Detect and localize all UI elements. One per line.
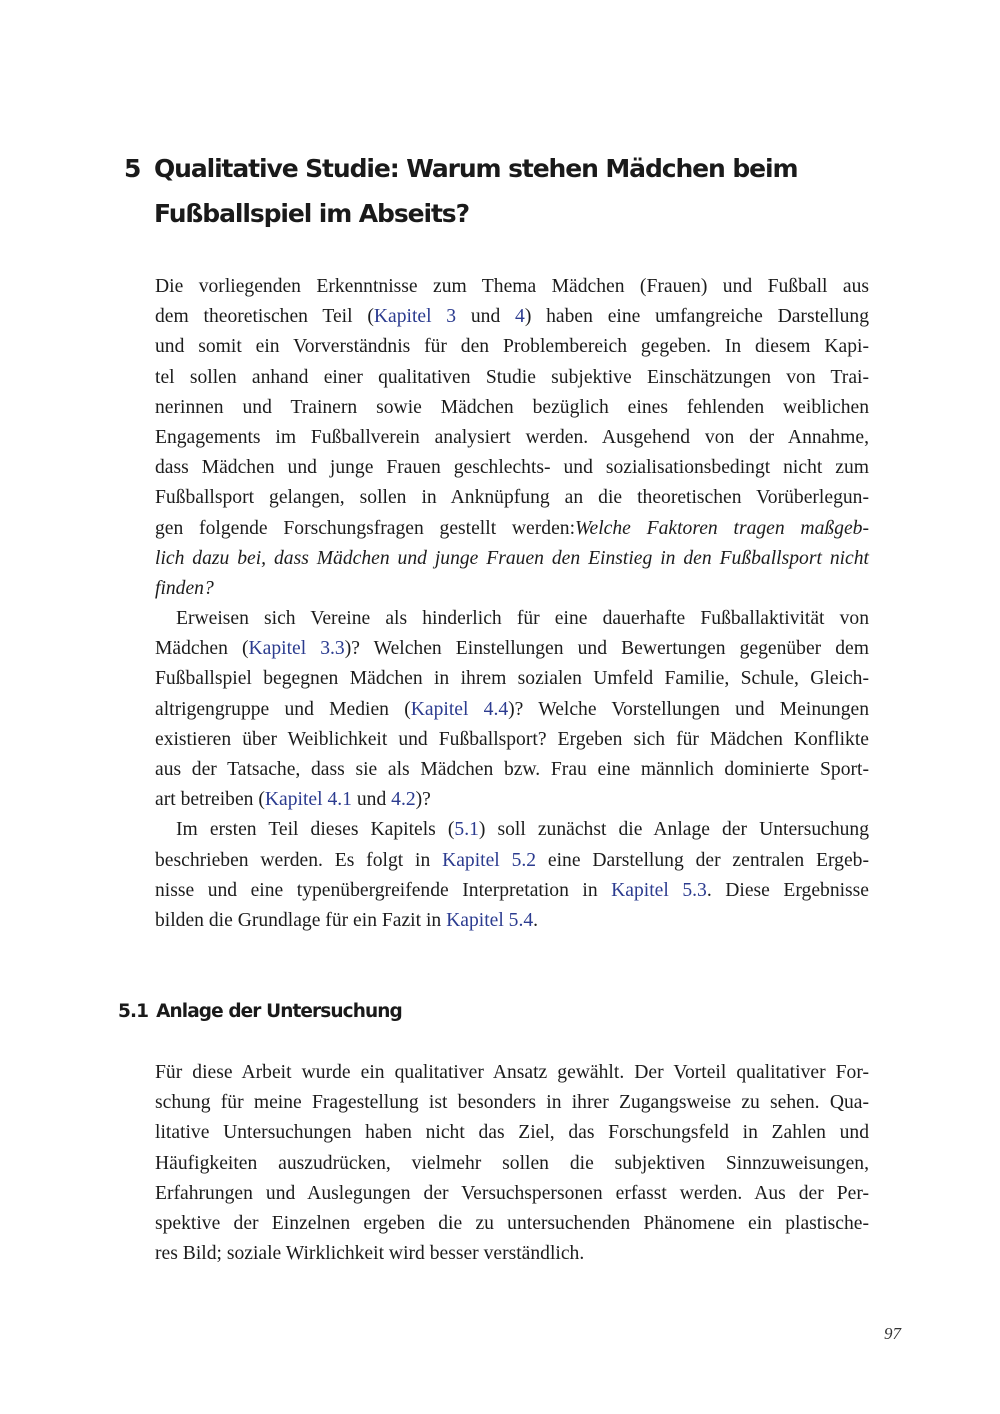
text-span: ) soll zunächst die Anlage der Untersuchung — [478, 819, 870, 841]
text-span: art betreiben ( — [155, 789, 265, 811]
text-span: bilden die Grundlage für ein Fazit in — [155, 909, 447, 931]
text-span: beschrieben werden. Es folgt in — [155, 849, 443, 871]
link-kapitel-4-1[interactable]: Kapitel 4.1 — [264, 789, 352, 811]
link-section-5-1[interactable]: 5.1 — [454, 819, 479, 841]
text-span: und — [351, 789, 392, 811]
text-line: schung für meine Fragestellung ist besonders in ihrer Zugangsweise zu sehen. Qua- — [155, 1092, 869, 1114]
text-line — [155, 514, 869, 544]
link-kapitel-4-4[interactable]: Kapitel 4.4 — [410, 698, 509, 720]
research-question-text: Welche Faktoren tragen maßgeb- — [575, 517, 869, 539]
section-title: Anlage der Untersuchung — [156, 1001, 402, 1022]
text-line — [155, 634, 869, 664]
text-line: Für diese Arbeit wurde ein qualitativer Ansatz gewählt. Der Vorteil qualitativer For- — [155, 1062, 869, 1083]
text-line: Engagements im Fußballverein analysiert werden. Ausgehend von der Annahme, — [155, 426, 869, 448]
text-line: Erfahrungen und Auslegungen der Versuchspersonen erfasst werden. Aus der Per- — [155, 1182, 869, 1204]
text-line — [155, 815, 869, 845]
text-line — [155, 785, 869, 815]
text-line: Fußballsport gelangen, sollen in Anknüpfung an die theoretischen Vorüberlegun- — [155, 487, 869, 509]
text-span: . — [533, 909, 539, 931]
text-span: )? — [415, 789, 431, 811]
text-line: Fußballspiel begegnen Mädchen in ihrem sozialen Umfeld Familie, Schule, Gleich- — [155, 668, 869, 690]
text-line: Erweisen sich Vereine als hinderlich für eine dauerhafte Fußballaktivität von — [176, 608, 869, 630]
text-span: ) haben eine umfangreiche Darstellung — [524, 306, 869, 328]
link-kapitel-5-2[interactable]: Kapitel 5.2 — [442, 849, 537, 871]
text-line: dass Mädchen und junge Frauen geschlechts- und sozialisationsbedingt nicht zum — [155, 457, 869, 479]
text-line — [155, 302, 869, 332]
text-span: dem theoretischen Teil ( — [155, 306, 374, 328]
link-kapitel-3[interactable]: Kapitel 3 — [373, 306, 457, 328]
text-line — [155, 876, 869, 906]
text-line: existieren über Weiblichkeit und Fußballsport? Ergeben sich für Mädchen Konflikte — [155, 728, 869, 750]
text-span: Mädchen ( — [155, 638, 249, 660]
text-line: Häufigkeiten auszudrücken, vielmehr sollen die subjektiven Sinnzuweisungen, — [155, 1152, 869, 1174]
text-line — [155, 906, 869, 936]
section-heading — [118, 998, 618, 1026]
text-line: und somit ein Vorverständnis für den Problembereich gegeben. In diesem Kapi- — [155, 336, 869, 358]
text-line: spektive der Einzelnen ergeben die zu untersuchenden Phänomene ein plastische- — [155, 1212, 869, 1234]
section-number: 5.1 — [118, 1001, 149, 1022]
text-span: )? Welchen Einstellungen und Bewertungen gegenüber dem — [344, 638, 869, 660]
text-span: Im ersten Teil dieses Kapitels ( — [176, 819, 455, 841]
link-kapitel-4-2[interactable]: 4.2 — [391, 789, 416, 811]
text-span: . Diese Ergebnisse — [706, 879, 870, 901]
text-line — [155, 544, 869, 574]
text-line: aus der Tatsache, dass sie als Mädchen bzw. Frau eine männlich dominierte Sport- — [155, 759, 869, 780]
link-kapitel-4[interactable]: 4 — [515, 306, 525, 328]
text-span: und — [456, 306, 516, 328]
text-line — [155, 846, 869, 876]
research-question-text: finden? — [155, 577, 214, 599]
link-kapitel-5-4[interactable]: Kapitel 5.4 — [446, 909, 534, 931]
text-line: nerinnen und Trainern sowie Mädchen bezüglich eines fehlenden weiblichen — [155, 396, 869, 418]
chapter-title-line-1: Qualitative Studie: Warum stehen Mädchen beim — [154, 154, 798, 183]
text-line: litative Untersuchungen haben nicht das Ziel, das Forschungsfeld in Zahlen und — [155, 1122, 869, 1144]
text-line: Die vorliegenden Erkenntnisse zum Thema Mädchen (Frauen) und Fußball aus — [155, 276, 869, 297]
text-line — [155, 695, 869, 725]
research-question-text: lich dazu bei, dass Mädchen und junge Frauen den Einstieg in den Fußballsport nicht — [155, 547, 869, 569]
text-span: nisse und eine typenübergreifende Interpretation in — [155, 879, 612, 901]
text-line — [155, 574, 869, 604]
intro-paragraph-1 — [155, 272, 869, 936]
text-span: altrigengruppe und Medien ( — [155, 698, 411, 720]
section-paragraph-1 — [155, 1058, 869, 1269]
text-line: tel sollen anhand einer qualitativen Studie subjektive Einschätzungen von Trai- — [155, 366, 869, 388]
page-number: 97 — [884, 1324, 901, 1343]
chapter-heading — [124, 146, 824, 236]
link-kapitel-5-3[interactable]: Kapitel 5.3 — [611, 879, 707, 901]
text-span: gen folgende Forschungsfragen gestellt werden: — [155, 517, 576, 539]
chapter-number: 5 — [124, 154, 141, 183]
link-kapitel-3-3[interactable]: Kapitel 3.3 — [248, 638, 345, 660]
chapter-title-line-2: Fußballspiel im Abseits? — [154, 199, 469, 228]
text-line: res Bild; soziale Wirklichkeit wird besser verständlich. — [155, 1243, 585, 1265]
text-span: )? Welche Vorstellungen und Meinungen — [508, 698, 870, 720]
text-span: eine Darstellung der zentralen Ergeb- — [536, 849, 870, 871]
